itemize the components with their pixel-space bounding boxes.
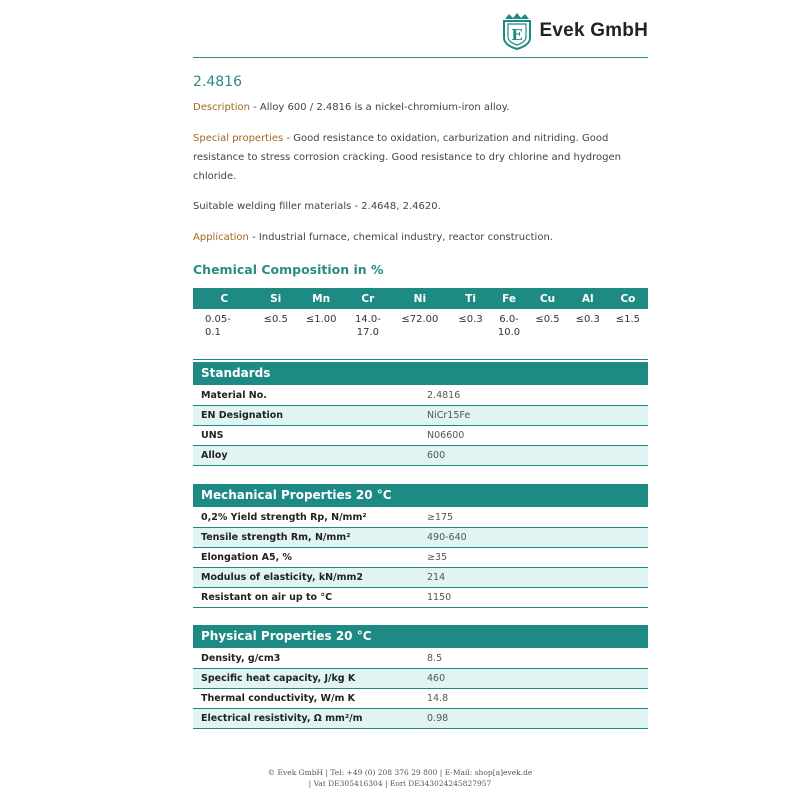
table-row: [193, 568, 648, 588]
table-row: [193, 669, 648, 689]
element-header: Fe: [491, 288, 528, 309]
application-text: - Industrial furnace, chemical industry, reactor construction.: [248, 232, 553, 243]
element-header: Co: [608, 288, 648, 309]
property-label: Resistant on air up to °C: [193, 588, 419, 608]
property-value: N06600: [419, 426, 648, 446]
composition-value: 6.0- 10.0: [491, 309, 528, 360]
property-value: NiCr15Fe: [419, 406, 648, 426]
filler-materials-paragraph: Suitable welding filler materials - 2.4648, 2.4620.: [193, 201, 441, 212]
property-value: 14.8: [419, 689, 648, 709]
shield-emblem-icon: [500, 12, 534, 50]
property-value: 0.98: [419, 709, 648, 729]
composition-value: ≤1.00: [296, 309, 347, 360]
application-paragraph: [193, 228, 623, 247]
property-label: 0,2% Yield strength Rp, N/mm²: [193, 508, 419, 528]
element-header: Cr: [346, 288, 389, 309]
mechanical-properties-title: Mechanical Properties 20 °C: [193, 484, 648, 508]
element-header: Si: [256, 288, 296, 309]
table-row: [193, 548, 648, 568]
composition-value: ≤0.5: [256, 309, 296, 360]
element-header: Ni: [389, 288, 450, 309]
property-value: 2.4816: [419, 386, 648, 406]
property-label: Elongation A5, %: [193, 548, 419, 568]
property-label: Specific heat capacity, J/kg K: [193, 669, 419, 689]
mechanical-properties-table: [193, 484, 648, 608]
emblem-letter: E: [510, 26, 523, 44]
composition-table: [193, 288, 648, 360]
property-value: ≥35: [419, 548, 648, 568]
brand-logo: [500, 12, 648, 50]
footer-tax-line: | Vat DE305416304 | Eori DE343024245827957: [308, 779, 492, 788]
property-label: Modulus of elasticity, kN/mm2: [193, 568, 419, 588]
composition-value: ≤1.5: [608, 309, 648, 360]
footer-contact-line: © Evek GmbH | Tel: +49 (0) 208 376 29 800 | E-Mail: shop[a]evek.de: [267, 768, 533, 777]
property-value: ≥175: [419, 508, 648, 528]
composition-value: ≤0.5: [527, 309, 567, 360]
special-properties-label: Special properties: [193, 133, 284, 144]
property-label: Tensile strength Rm, N/mm²: [193, 528, 419, 548]
composition-value: 14.0- 17.0: [346, 309, 389, 360]
physical-properties-title: Physical Properties 20 °C: [193, 625, 648, 649]
table-row: [193, 426, 648, 446]
property-label: Thermal conductivity, W/m K: [193, 689, 419, 709]
property-value: 490-640: [419, 528, 648, 548]
description-label: Description: [193, 102, 250, 113]
composition-value: 0.05- 0.1: [193, 309, 256, 360]
table-row: [193, 689, 648, 709]
composition-value: ≤72.00: [389, 309, 450, 360]
composition-heading: Chemical Composition in %: [193, 262, 384, 277]
property-label: Density, g/cm3: [193, 649, 419, 669]
application-label: Application: [193, 232, 249, 243]
table-row: [193, 649, 648, 669]
special-properties-paragraph: [193, 129, 623, 186]
property-value: 460: [419, 669, 648, 689]
header: [193, 0, 648, 60]
physical-properties-table: [193, 625, 648, 729]
description-text: - Alloy 600 / 2.4816 is a nickel-chromium-iron alloy.: [249, 102, 510, 113]
table-row: [193, 386, 648, 406]
element-header: C: [193, 288, 256, 309]
table-row: [193, 528, 648, 548]
brand-name: Evek GmbH: [539, 20, 648, 41]
composition-value: ≤0.3: [450, 309, 490, 360]
standards-title: Standards: [193, 362, 648, 386]
element-header: Mn: [296, 288, 347, 309]
table-row: [193, 709, 648, 729]
element-header: Cu: [527, 288, 567, 309]
composition-value: ≤0.3: [568, 309, 608, 360]
header-divider: [193, 57, 648, 58]
footer: [0, 767, 800, 789]
special-properties-text: - Good resistance to oxidation, carburization and nitriding. Good resistance to stress corrosion cracking. Good resistance to dry chlorine and hydrogen chloride.: [193, 133, 621, 182]
standards-table: [193, 362, 648, 466]
description-paragraph: [193, 98, 623, 117]
property-value: 8.5: [419, 649, 648, 669]
element-header: Ti: [450, 288, 490, 309]
table-row: [193, 588, 648, 608]
property-value: 600: [419, 446, 648, 466]
table-row: [193, 508, 648, 528]
table-row: [193, 406, 648, 426]
property-label: EN Designation: [193, 406, 419, 426]
property-label: Electrical resistivity, Ω mm²/m: [193, 709, 419, 729]
property-label: Alloy: [193, 446, 419, 466]
property-label: UNS: [193, 426, 419, 446]
element-header: Al: [568, 288, 608, 309]
property-label: Material No.: [193, 386, 419, 406]
page-title: 2.4816: [193, 74, 242, 90]
composition-value-row: [193, 309, 648, 360]
table-row: [193, 446, 648, 466]
property-value: 1150: [419, 588, 648, 608]
property-value: 214: [419, 568, 648, 588]
composition-header-row: [193, 288, 648, 309]
